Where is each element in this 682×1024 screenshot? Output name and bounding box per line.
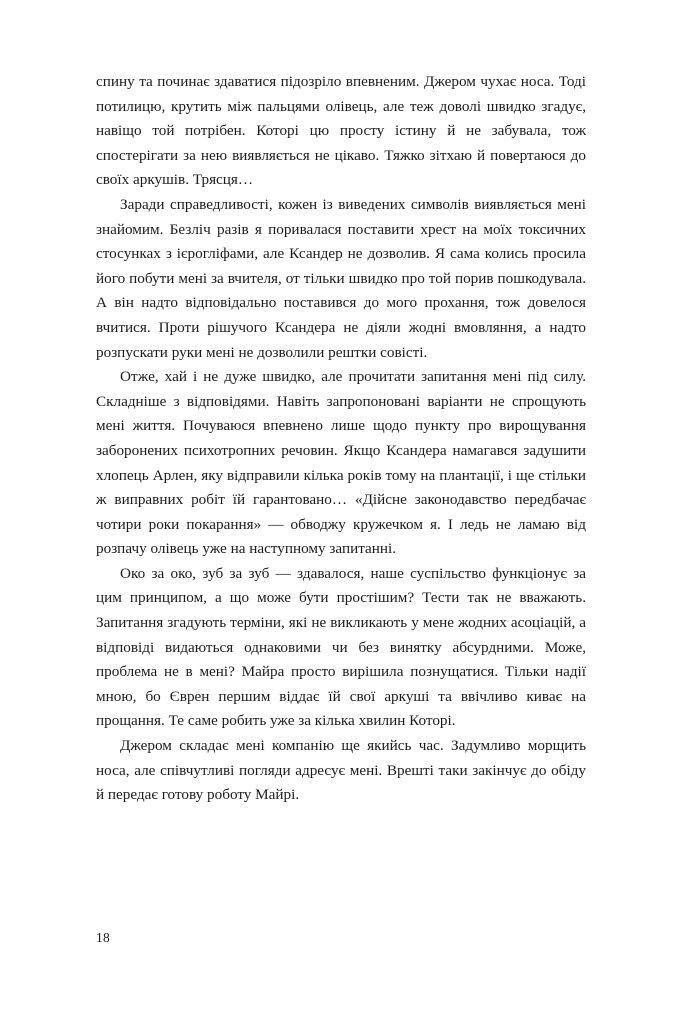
page-number: 18	[96, 930, 110, 945]
paragraph: Джером складає мені компанію ще якийсь час. Задумливо морщить носа, але співчутливі погляди адресує мені. Врешті таки закінчує до обіду й передає готову роботу Майрі.	[96, 737, 586, 804]
paragraph: Отже, хай і не дуже швидко, але прочитати запитання мені під силу. Складніше з відповідями. Навіть запропоновані варіанти не спрощують мені життя. Почуваюся впевнено лише щодо пункту про вирощування заборонених психотропних речовин. Якщо Ксандера намагався задушити хлопець Арлен, яку відправили кілька років тому на плантації, і ще стільки ж виправних робіт їй гарантовано… «Дійсне законодавство передбачає чотири роки покарання» — обводжу кружечком я. І ледь не ламаю від розпачу олівець уже на наступному запитанні.	[96, 368, 586, 558]
page-body	[96, 70, 586, 808]
paragraph: Заради справедливості, кожен із виведених символів виявляється мені знайомим. Безліч разів я поривалася поставити хрест на моїх токсичних стосунках з ієрогліфами, але Ксандер не дозволив. Я сама колись просила його побути мені за вчителя, от тільки швидко про той порив пошкодувала. А він надто відповідально поставився до мого прохання, тож довелося вчитися. Проти рішучого Ксандера не діяли жодні вмовляння, а надто розпускати руки мені не дозволили рештки совісті.	[96, 195, 586, 361]
paragraph: Око за око, зуб за зуб — здавалося, наше суспільство функціонує за цим принципом, а що може бути простішим? Тести так не вважають. Запитання згадують терміни, які не викликають у мене жодних асоціацій, а відповіді видаються однаковими чи без винятку абсурдними. Може, проблема не в мені? Майра просто вирішила познущатися. Тільки надії мною, бо Єврен першим віддає їй свої аркуші та ввічливо киває на прощання. Те саме робить уже за кілька хвилин Которі.	[96, 564, 586, 730]
paragraph: спину та починає здаватися підозріло впевненим. Джером чухає носа. Тоді потилицю, крутить між пальцями олівець, але теж доволі швидко згадує, навіщо той потрібен. Которі цю просту істину й не забувала, тож спостерігати за нею виявляється не цікаво. Тяжко зітхаю й повертаюся до своїх аркушів. Трясця…	[96, 73, 586, 189]
